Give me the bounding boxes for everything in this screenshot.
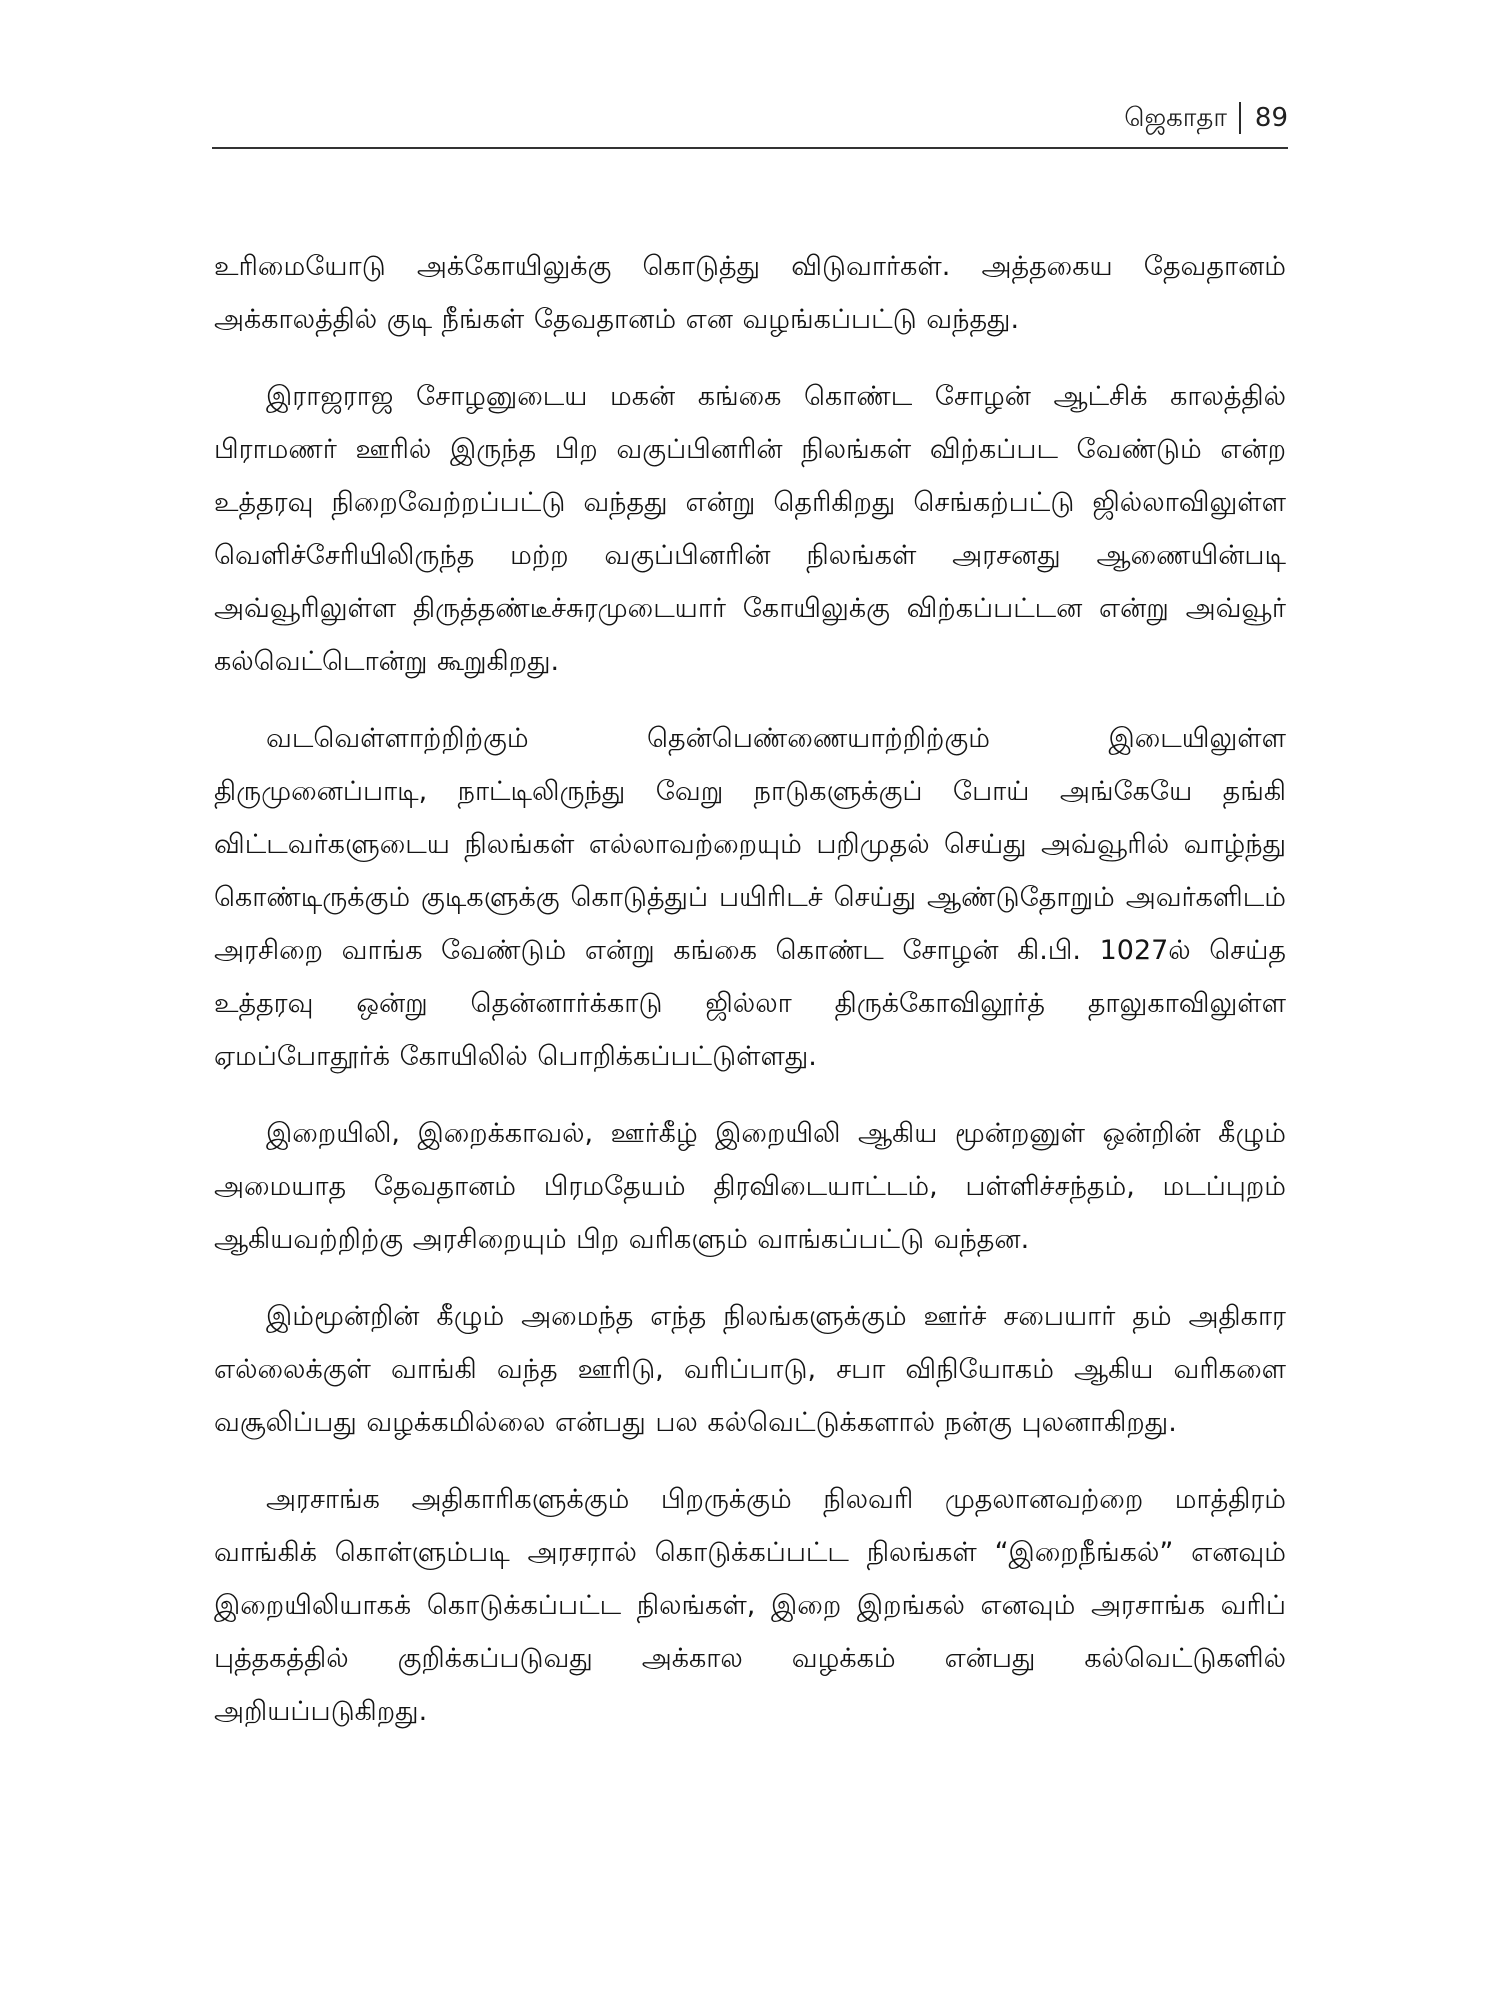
paragraph-continued: உரிமையோடு அக்கோயிலுக்கு கொடுத்து விடுவார்கள். அத்தகைய தேவதானம் அக்காலத்தில் குடி நீங்கள் தேவதானம் என வழங்கப்பட்டு வந்தது. xyxy=(214,251,1286,335)
paragraph: இறையிலி, இறைக்காவல், ஊர்கீழ் இறையிலி ஆகிய மூன்றனுள் ஒன்றின் கீழும் அமையாத தேவதானம் பிரமதேயம் திரவிடையாட்டம், பள்ளிச்சந்தம், மடப்புறம் ஆகியவற்றிற்கு அரசிறையும் பிற வரிகளும் வாங்கப்பட்டு வந்தன. xyxy=(214,1118,1286,1255)
header-rule xyxy=(212,147,1288,149)
paragraph: இம்மூன்றின் கீழும் அமைந்த எந்த நிலங்களுக்கும் ஊர்ச் சபையார் தம் அதிகார எல்லைக்குள் வாங்கி வந்த ஊரிடு, வரிப்பாடு, சபா விநியோகம் ஆகிய வரிகளை வசூலிப்பது வழக்கமில்லை என்பது பல கல்வெட்டுக்களால் நன்கு புலனாகிறது. xyxy=(214,1301,1286,1438)
paragraph: இராஜராஜ சோழனுடைய மகன் கங்கை கொண்ட சோழன் ஆட்சிக் காலத்தில் பிராமணர் ஊரில் இருந்த பிற வகுப்பினரின் நிலங்கள் விற்கப்பட வேண்டும் என்ற உத்தரவு நிறைவேற்றப்பட்டு வந்தது என்று தெரிகிறது செங்கற்பட்டு ஜில்லாவிலுள்ள வெளிச்சேரியிலிருந்த மற்ற வகுப்பினரின் நிலங்கள் அரசனது ஆணையின்படி அவ்வூரிலுள்ள திருத்தண்டீச்சுரமுடையார் கோயிலுக்கு விற்கப்பட்டன என்று அவ்வூர் கல்வெட்டொன்று கூறுகிறது. xyxy=(214,381,1286,677)
paragraph: வடவெள்ளாற்றிற்கும் தென்பெண்ணையாற்றிற்கும் இடையிலுள்ள திருமுனைப்பாடி, நாட்டிலிருந்து வேறு நாடுகளுக்குப் போய் அங்கேயே தங்கி விட்டவர்களுடைய நிலங்கள் எல்லாவற்றையும் பறிமுதல் செய்து அவ்வூரில் வாழ்ந்து கொண்டிருக்கும் குடிகளுக்கு கொடுத்துப் பயிரிடச் செய்து ஆண்டுதோறும் அவர்களிடம் அரசிறை வாங்க வேண்டும் என்று கங்கை கொண்ட சோழன் கி.பி. 1027ல் செய்த உத்தரவு ஒன்று தென்னார்க்காடு ஜில்லா திருக்கோவிலூர்த் தாலுகாவிலுள்ள ஏமப்போதூர்க் கோயிலில் பொறிக்கப்பட்டுள்ளது. xyxy=(214,723,1286,1072)
body-text xyxy=(214,240,1286,1762)
header-separator xyxy=(1239,102,1241,134)
page-number: 89 xyxy=(1254,103,1288,133)
running-title: ஜெகாதா xyxy=(1124,103,1227,133)
paragraph: அரசாங்க அதிகாரிகளுக்கும் பிறருக்கும் நிலவரி முதலானவற்றை மாத்திரம் வாங்கிக் கொள்ளும்படி அரசரால் கொடுக்கப்பட்ட நிலங்கள் “இறைநீங்கல்” எனவும் இறையிலியாகக் கொடுக்கப்பட்ட நிலங்கள், இறை இறங்கல் எனவும் அரசாங்க வரிப் புத்தகத்தில் குறிக்கப்படுவது அக்கால வழக்கம் என்பது கல்வெட்டுகளில் அறியப்படுகிறது. xyxy=(214,1484,1286,1727)
running-header xyxy=(1124,98,1288,138)
